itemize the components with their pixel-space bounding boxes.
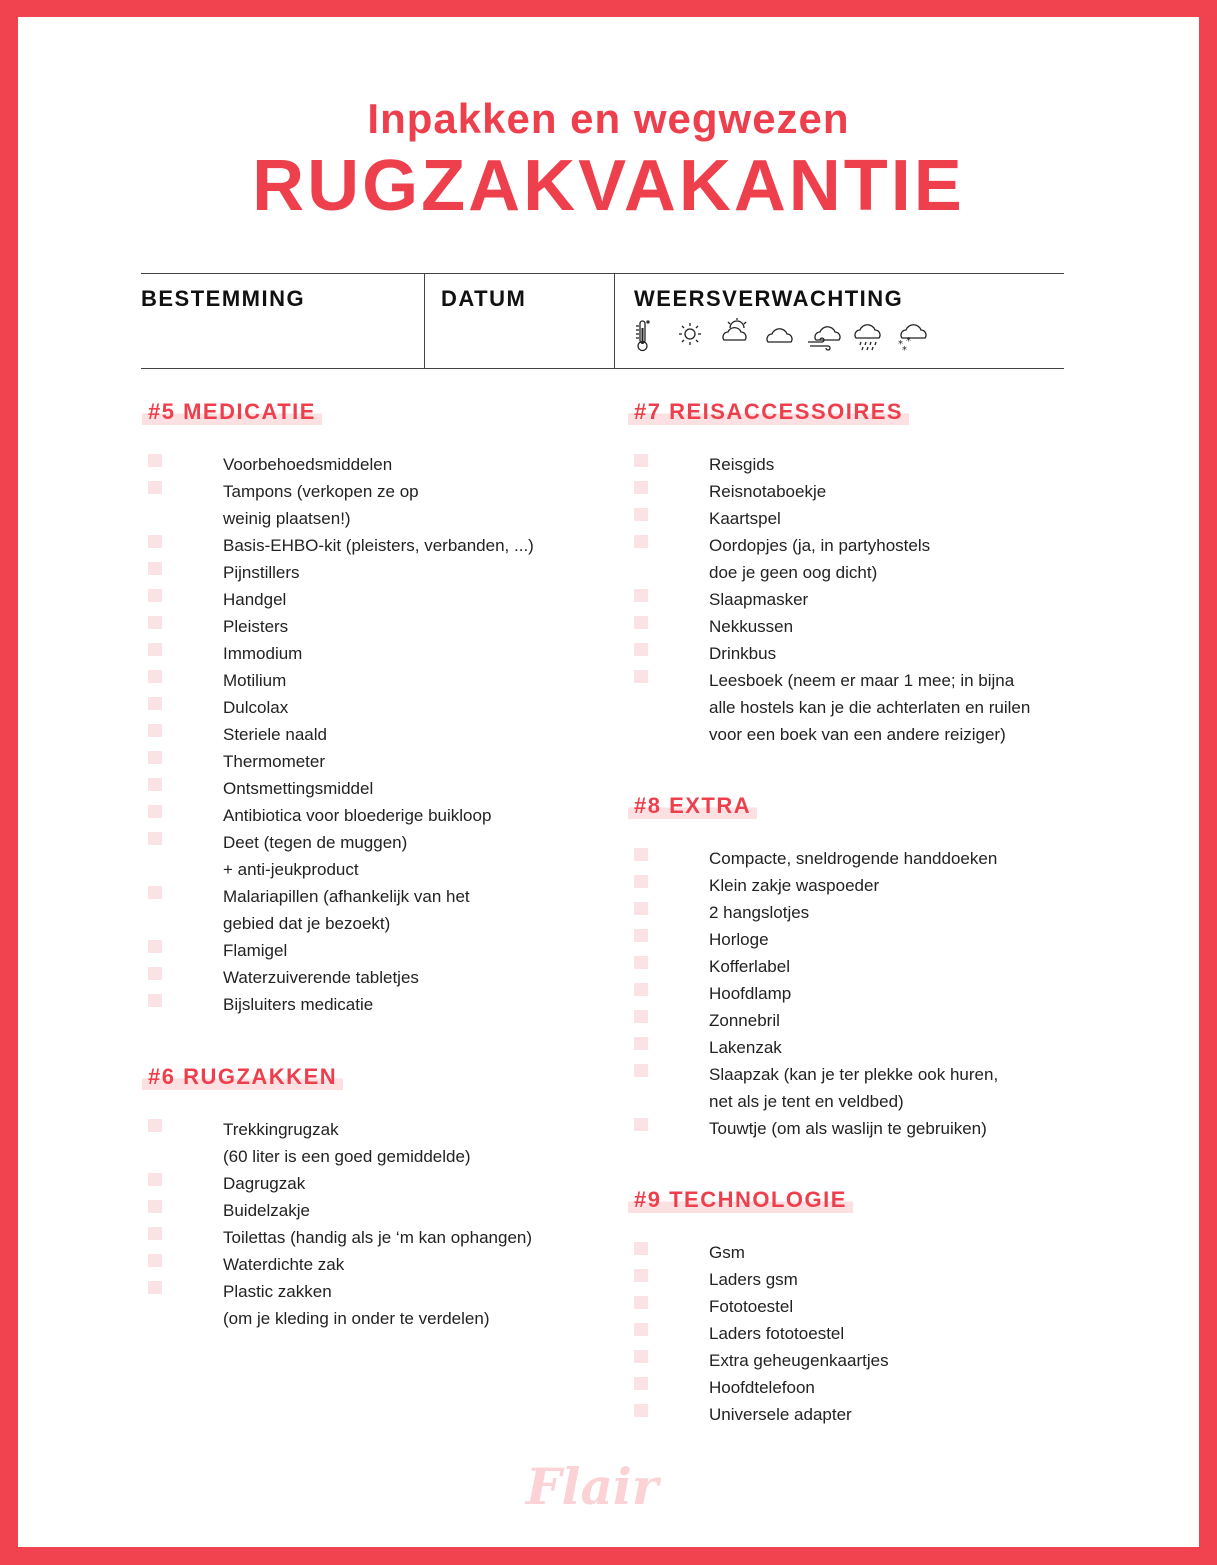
checklist-item-label: Fototoestel (709, 1297, 794, 1316)
checklist-item (634, 1401, 1084, 1428)
checkbox[interactable] (148, 1254, 162, 1267)
checklist-item-label: Handgel (223, 590, 287, 609)
checklist-item (148, 1170, 588, 1197)
checklist-item-label: Reisnotaboekje (709, 482, 827, 501)
checkbox[interactable] (148, 535, 162, 548)
checklist-item-label: Kaartspel (709, 509, 781, 528)
checkbox[interactable] (634, 1296, 648, 1309)
checklist-item-label: Plastic zakken (om je kleding in onder te verdelen) (223, 1282, 490, 1328)
checklist-item-label: Klein zakje waspoeder (709, 876, 880, 895)
checkbox[interactable] (634, 1323, 648, 1336)
checkbox[interactable] (148, 886, 162, 899)
checklist-item (634, 980, 1084, 1007)
checkbox[interactable] (634, 616, 648, 629)
checklist-item-label: Waterzuiverende tabletjes (223, 968, 419, 987)
checklist-item-label: Ontsmettingsmiddel (223, 779, 374, 798)
partly-cloudy-icon[interactable] (718, 318, 756, 358)
checklist-item-label: Extra geheugenkaartjes (709, 1351, 889, 1370)
checkbox[interactable] (634, 1350, 648, 1363)
checklist-item (634, 1320, 1084, 1347)
checkbox[interactable] (634, 929, 648, 942)
checklist-item (148, 964, 588, 991)
checklist-item-label: Lakenzak (709, 1038, 782, 1057)
checkbox[interactable] (634, 983, 648, 996)
checklist-item (634, 1034, 1084, 1061)
checklist-item (148, 721, 588, 748)
checklist-item-label: Motilium (223, 671, 287, 690)
checklist-item (634, 1266, 1084, 1293)
checkbox[interactable] (148, 1173, 162, 1186)
checklist-item (148, 694, 588, 721)
checklist-item-label: Drinkbus (709, 644, 777, 663)
rain-cloud-icon[interactable] (850, 318, 888, 358)
checklist-item (634, 667, 1084, 748)
checklist-item-label: Zonnebril (709, 1011, 780, 1030)
checklist-item-label: Laders gsm (709, 1270, 798, 1289)
checkbox[interactable] (148, 751, 162, 764)
checklist-item (634, 613, 1084, 640)
thermometer-icon[interactable] (630, 318, 668, 358)
checkbox[interactable] (634, 643, 648, 656)
page-title: RUGZAKVAKANTIE (252, 146, 965, 226)
checkbox[interactable] (148, 616, 162, 629)
checklist-item (634, 1347, 1084, 1374)
checklist-item (148, 532, 588, 559)
checklist-item (148, 1116, 588, 1170)
checkbox[interactable] (148, 940, 162, 953)
cloud-icon[interactable] (762, 318, 800, 358)
checklist-item-label: Pleisters (223, 617, 289, 636)
checklist-item-label: Thermometer (223, 752, 326, 771)
checklist-item (148, 802, 588, 829)
checkbox[interactable] (148, 562, 162, 575)
checklist-item (634, 1374, 1084, 1401)
sun-icon[interactable] (674, 318, 712, 358)
checklist-item (148, 451, 588, 478)
svg-text:*: * (906, 336, 911, 347)
checklist-item-label: Bijsluiters medicatie (223, 995, 374, 1014)
checklist-item-label: Antibiotica voor bloederige buikloop (223, 806, 492, 825)
checklist-item-label: Immodium (223, 644, 303, 663)
checklist-item-label: Pijnstillers (223, 563, 300, 582)
checkbox[interactable] (148, 670, 162, 683)
checkbox[interactable] (148, 994, 162, 1007)
svg-text:*: * (902, 345, 907, 356)
checkbox[interactable] (634, 670, 648, 683)
checklist-item (148, 1251, 588, 1278)
page-subtitle: Inpakken en wegwezen (367, 95, 850, 142)
checkbox[interactable] (148, 1119, 162, 1132)
checklist-item (148, 829, 588, 883)
checklist-item (634, 1293, 1084, 1320)
checkbox[interactable] (148, 454, 162, 467)
checklist-item (634, 1239, 1084, 1266)
section-title-reisaccessoires: #7 REISACCESSOIRES (628, 399, 909, 425)
medicatie-list (148, 451, 588, 1018)
checklist-item (634, 505, 1084, 532)
checkbox[interactable] (634, 454, 648, 467)
flair-logo (518, 1452, 659, 1522)
checklist-item (148, 883, 588, 937)
checklist-item (634, 926, 1084, 953)
technologie-list (634, 1239, 1084, 1428)
checklist-item (634, 1007, 1084, 1034)
checklist-item (148, 775, 588, 802)
header-divider (614, 273, 615, 368)
checklist-item-label: Oordopjes (ja, in partyhostels doe je geen oog dicht) (709, 536, 931, 582)
checklist-item-label: Compacte, sneldrogende handdoeken (709, 849, 998, 868)
checklist-item-label: Flamigel (223, 941, 288, 960)
checklist-item-label: Horloge (709, 930, 769, 949)
checklist-item-label: Buidelzakje (223, 1201, 310, 1220)
checkbox[interactable] (148, 805, 162, 818)
checkbox[interactable] (634, 956, 648, 969)
checklist-item-label: Leesboek (neem er maar 1 mee; in bijna alle hostels kan je die achterlaten en ruilen voor een boek van een andere reiziger) (709, 671, 1031, 744)
checklist-item-label: Hoofdlamp (709, 984, 792, 1003)
checklist-item (634, 532, 1084, 586)
extra-list (634, 845, 1084, 1142)
checklist-item (634, 640, 1084, 667)
wind-cloud-icon[interactable] (806, 318, 844, 358)
header-bottom-rule (141, 368, 1064, 369)
svg-text:*: * (898, 339, 903, 350)
checkbox[interactable] (148, 697, 162, 710)
checklist-item (148, 586, 588, 613)
header-divider (424, 273, 425, 368)
checklist-item-label: Toilettas (handig als je ‘m kan ophangen) (223, 1228, 533, 1247)
checkbox[interactable] (634, 1269, 648, 1282)
checklist-item-label: Deet (tegen de muggen) + anti-jeukproduct (223, 833, 408, 879)
checkbox[interactable] (148, 832, 162, 845)
checkbox[interactable] (148, 1200, 162, 1213)
checklist-item (148, 640, 588, 667)
checklist-item-label: Laders fototoestel (709, 1324, 845, 1343)
checklist-item (634, 451, 1084, 478)
checklist-item (634, 586, 1084, 613)
checklist-item (634, 1115, 1084, 1142)
checklist-item-label: Steriele naald (223, 725, 327, 744)
checklist-item-label: Slaapmasker (709, 590, 809, 609)
weather-icons (630, 318, 932, 358)
checklist-item (148, 1278, 588, 1332)
checklist-item-label: Gsm (709, 1243, 745, 1262)
section-title-extra: #8 EXTRA (628, 793, 757, 819)
checklist-item (634, 872, 1084, 899)
checklist-item-label: 2 hangslotjes (709, 903, 810, 922)
section-title-rugzakken: #6 RUGZAKKEN (142, 1064, 343, 1090)
checklist-item-label: Slaapzak (kan je ter plekke ook huren, net als je tent en veldbed) (709, 1065, 999, 1111)
checklist-item-label: Trekkingrugzak (60 liter is een goed gemiddelde) (223, 1120, 471, 1166)
checklist-item (148, 559, 588, 586)
checkbox[interactable] (634, 589, 648, 602)
checklist-item-label: Basis-EHBO-kit (pleisters, verbanden, ...) (223, 536, 534, 555)
checkbox[interactable] (634, 1064, 648, 1077)
checklist-item-label: Dagrugzak (223, 1174, 306, 1193)
checklist-item (634, 845, 1084, 872)
checkbox[interactable] (634, 902, 648, 915)
checklist-item-label: Waterdichte zak (223, 1255, 345, 1274)
checklist-item (634, 953, 1084, 980)
checklist-item (148, 478, 588, 532)
checklist-item-label: Malariapillen (afhankelijk van het gebied dat je bezoekt) (223, 887, 470, 933)
checkbox[interactable] (148, 589, 162, 602)
checklist-item (148, 1197, 588, 1224)
checkbox[interactable] (148, 1281, 162, 1294)
checklist-item-label: Universele adapter (709, 1405, 852, 1424)
checklist-item (148, 937, 588, 964)
checkbox[interactable] (634, 481, 648, 494)
checkbox[interactable] (148, 1227, 162, 1240)
checklist-item (148, 748, 588, 775)
checkbox[interactable] (634, 875, 648, 888)
checklist-item (634, 478, 1084, 505)
checklist-item-label: Kofferlabel (709, 957, 790, 976)
checkbox[interactable] (634, 1118, 648, 1131)
checkbox[interactable] (634, 1242, 648, 1255)
checklist-item-label: Dulcolax (223, 698, 289, 717)
header-top-rule (141, 273, 1064, 274)
checkbox[interactable] (634, 1037, 648, 1050)
checkbox[interactable] (634, 535, 648, 548)
checkbox[interactable] (634, 1377, 648, 1390)
date-label: DATUM (441, 286, 527, 311)
checkbox[interactable] (148, 724, 162, 737)
snow-cloud-icon[interactable] (894, 318, 932, 358)
checklist-item (148, 1224, 588, 1251)
svg-text:Flair: Flair (526, 1457, 659, 1516)
forecast-label: WEERSVERWACHTING (634, 286, 904, 311)
checkbox[interactable] (634, 848, 648, 861)
section-title-technologie: #9 TECHNOLOGIE (628, 1187, 853, 1213)
checkbox[interactable] (148, 481, 162, 494)
checklist-item (148, 991, 588, 1018)
rugzakken-list (148, 1116, 588, 1332)
checklist-item-label: Reisgids (709, 455, 775, 474)
destination-label: BESTEMMING (141, 286, 306, 311)
checklist-item-label: Hoofdtelefoon (709, 1378, 815, 1397)
checklist-item (634, 1061, 1084, 1115)
checkbox[interactable] (634, 508, 648, 521)
checkbox[interactable] (634, 1010, 648, 1023)
checklist-item (148, 613, 588, 640)
checkbox[interactable] (148, 967, 162, 980)
checklist-item-label: Nekkussen (709, 617, 794, 636)
checklist-item-label: Touwtje (om als waslijn te gebruiken) (709, 1119, 987, 1138)
checklist-item (634, 899, 1084, 926)
checkbox[interactable] (148, 643, 162, 656)
reisaccessoires-list (634, 451, 1084, 748)
section-title-medicatie: #5 MEDICATIE (142, 399, 322, 425)
checklist-item (148, 667, 588, 694)
checklist-item-label: Voorbehoedsmiddelen (223, 455, 393, 474)
checkbox[interactable] (148, 778, 162, 791)
checklist-item-label: Tampons (verkopen ze op weinig plaatsen!) (223, 482, 419, 528)
checkbox[interactable] (634, 1404, 648, 1417)
